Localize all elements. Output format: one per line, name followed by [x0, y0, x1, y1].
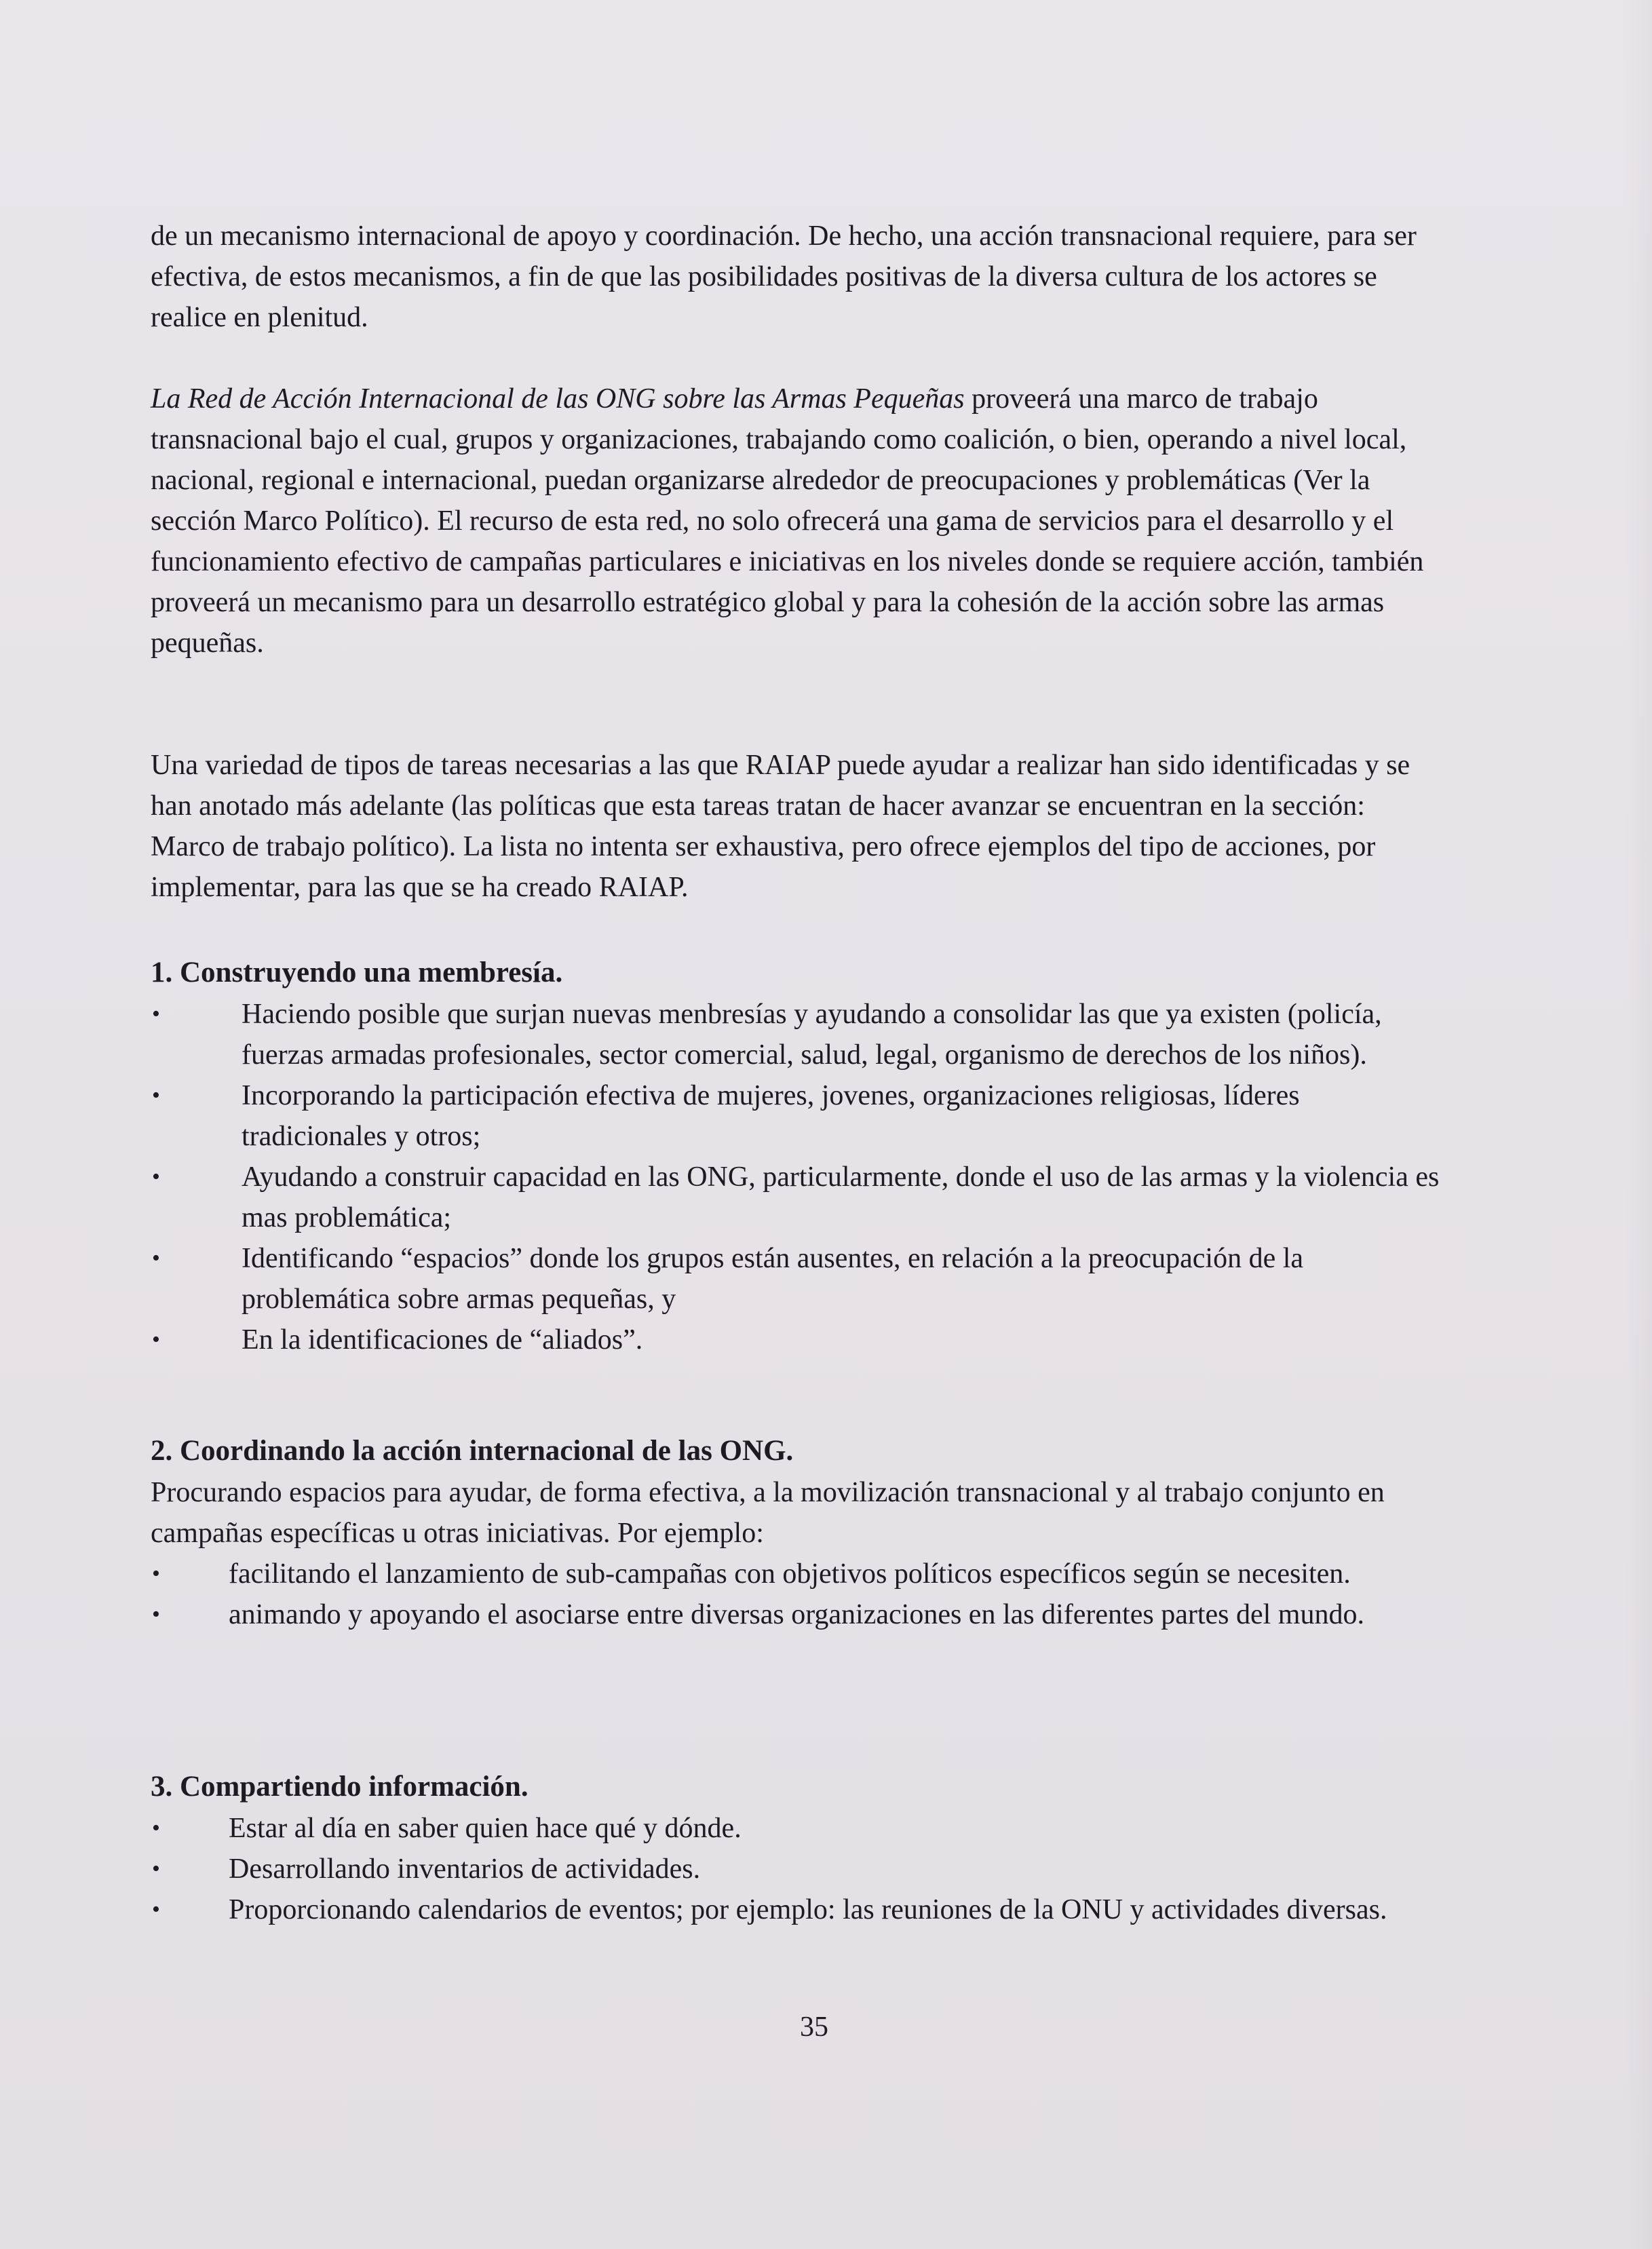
section-heading [151, 1430, 1440, 1472]
list-item [151, 1849, 1440, 1889]
section-heading [151, 1766, 1440, 1808]
list-item [151, 1554, 1440, 1594]
list-item-text: Proporcionando calendarios de eventos; por ejemplo: las reuniones de la ONU y actividades diversas. [229, 1894, 1387, 1925]
section-title: Coordinando la acción internacional de las ONG. [180, 1435, 794, 1467]
section-coordination [151, 1430, 1440, 1635]
network-paragraph-text: proveerá una marco de trabajo transnacional bajo el cual, grupos y organizaciones, trabajando como coalición, o bien, operando a nivel local, nacional, regional e internacional, puedan organizarse alrededor de preocupaciones y problemáticas (Ver la sección Marco Político). El recurso de esta red, no solo ofrecerá una gama de servicios para el desarrollo y el funcionamiento efectivo de campañas particulares e iniciativas en los niveles donde se requiere acción, también proveerá un mecanismo para un desarrollo estratégico global y para la cohesión de la acción sobre las armas pequeñas. [151, 383, 1424, 659]
section-number: 2. [151, 1435, 173, 1467]
list-item-text: Estar al día en saber quien hace qué y dónde. [229, 1813, 742, 1844]
bullet-icon: • [152, 1001, 160, 1026]
list-item [151, 1075, 1440, 1157]
network-title-italic: La Red de Acción Internacional de las ONG sobre las Armas Pequeñas [151, 383, 965, 415]
tasks-paragraph: Una variedad de tipos de tareas necesarias a las que RAIAP puede ayudar a realizar han sido identificadas y se han anotado más adelante (las políticas que esta tareas tratan de hacer avanzar se encuentran en la sección: Marco de trabajo político). La lista no intenta ser exhaustiva, pero ofrece ejemplos del tipo de acciones, por implementar, para las que se ha creado RAIAP. [151, 750, 1410, 903]
list-item-text: Incorporando la participación efectiva de mujeres, jovenes, organizaciones religiosas, líderes tradicionales y otros; [242, 1080, 1300, 1152]
list-item [151, 1157, 1440, 1238]
intro-paragraph: de un mecanismo internacional de apoyo y coordinación. De hecho, una acción transnacional requiere, para ser efectiva, de estos mecanismos, a fin de que las posibilidades positivas de la diversa cultura de los actores se realice en plenitud. [151, 220, 1417, 333]
section-heading [151, 952, 1440, 994]
list-item [151, 1320, 1440, 1360]
list-item-text: En la identificaciones de “aliados”. [242, 1324, 643, 1356]
bullet-list [151, 994, 1440, 1360]
section-number: 1. [151, 957, 173, 988]
list-item [151, 1808, 1440, 1849]
section-intro: Procurando espacios para ayudar, de forma efectiva, a la movilización transnacional y al trabajo conjunto en campañas específicas u otras iniciativas. Por ejemplo: [151, 1477, 1385, 1549]
bullet-icon: • [152, 1856, 160, 1881]
page-edge-shadow [1625, 0, 1652, 2249]
bullet-icon: • [152, 1083, 160, 1108]
bullet-icon: • [152, 1246, 160, 1271]
bullet-icon: • [152, 1815, 160, 1841]
list-item-text: Identificando “espacios” donde los grupos están ausentes, en relación a la preocupación de la problemática sobre armas pequeñas, y [242, 1243, 1304, 1315]
bullet-icon: • [152, 1897, 160, 1922]
list-item-text: Haciendo posible que surjan nuevas menbresías y ayudando a consolidar las que ya existen (policía, fuerzas armadas profesionales, sector comercial, salud, legal, organismo de derechos de los niños). [242, 999, 1382, 1071]
bullet-icon: • [152, 1561, 160, 1586]
section-number: 3. [151, 1771, 173, 1803]
list-item [151, 1889, 1440, 1930]
list-item-text: Desarrollando inventarios de actividades. [229, 1853, 701, 1885]
bullet-list [151, 1808, 1440, 1930]
bullet-icon: • [152, 1602, 160, 1627]
bullet-icon: • [152, 1164, 160, 1189]
list-item-text: facilitando el lanzamiento de sub-campañas con objetivos políticos específicos según se necesiten. [229, 1558, 1351, 1590]
section-information [151, 1766, 1440, 1930]
section-membership [151, 952, 1440, 1360]
page-number: 35 [800, 2012, 828, 2043]
bullet-list [151, 1554, 1440, 1635]
list-item [151, 994, 1440, 1075]
list-item [151, 1594, 1440, 1635]
bullet-icon: • [152, 1327, 160, 1352]
section-title: Construyendo una membresía. [180, 957, 563, 988]
list-item [151, 1238, 1440, 1320]
list-item-text: animando y apoyando el asociarse entre diversas organizaciones en las diferentes partes del mundo. [229, 1599, 1364, 1630]
list-item-text: Ayudando a construir capacidad en las ONG, particularmente, donde el uso de las armas y la violencia es mas problemática; [242, 1161, 1440, 1233]
network-paragraph [151, 379, 1440, 664]
section-title: Compartiendo información. [180, 1771, 529, 1803]
